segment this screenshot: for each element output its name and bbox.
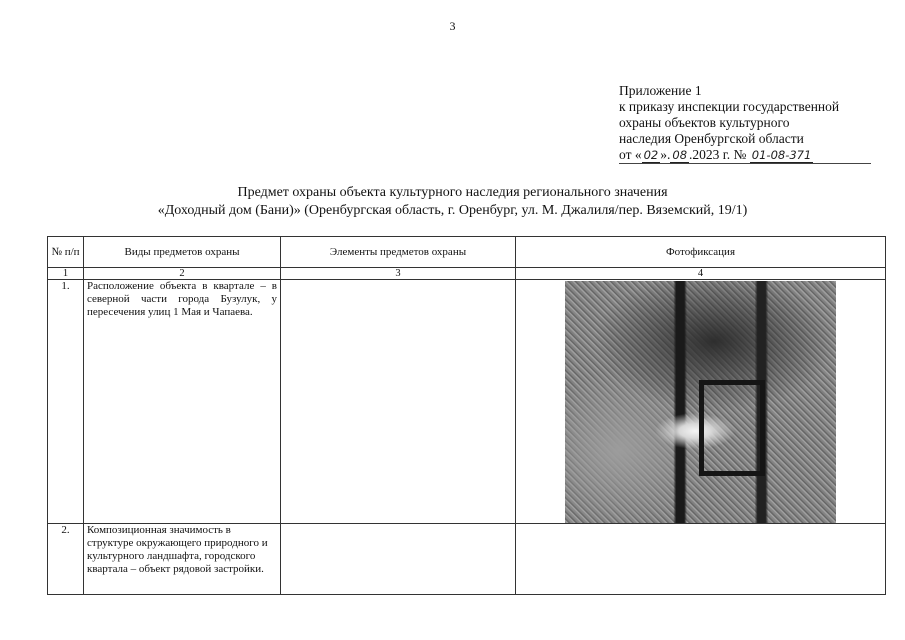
- appendix-block: [619, 83, 889, 164]
- column-number: 1: [48, 268, 84, 280]
- date-mid: ».: [660, 147, 671, 162]
- table-row: [48, 524, 886, 595]
- date-prefix: от «: [619, 147, 642, 162]
- column-number: 3: [281, 268, 516, 280]
- header-index: № п/п: [48, 237, 84, 268]
- row-photo-cell: [516, 524, 886, 595]
- table-row: [48, 280, 886, 524]
- row-index: 1.: [48, 280, 84, 524]
- appendix-line-2: охраны объектов культурного: [619, 115, 790, 130]
- table-header-row: [48, 237, 886, 268]
- protection-table: [47, 236, 886, 595]
- column-number-row: [48, 268, 886, 280]
- date-month: 08: [672, 148, 688, 162]
- row-elements: [281, 524, 516, 595]
- header-kind: Виды предметов охраны: [84, 237, 281, 268]
- column-number: 2: [84, 268, 281, 280]
- title-line-1: Предмет охраны объекта культурного наследия регионального значения: [237, 185, 668, 200]
- row-index: 2.: [48, 524, 84, 595]
- building-photo: [565, 281, 836, 523]
- row-elements: [281, 280, 516, 524]
- column-number: 4: [516, 268, 886, 280]
- row-kind: Расположение объекта в квартале – в северной части города Бузулук, у пересечения улиц 1 Мая и Чапаева.: [84, 280, 281, 524]
- appendix-line-3: наследия Оренбургской области: [619, 131, 804, 146]
- appendix-line-1: к приказу инспекции государственной: [619, 99, 840, 114]
- date-day: 02: [643, 148, 659, 162]
- header-photo: Фотофиксация: [516, 237, 886, 268]
- page-number: 3: [449, 19, 456, 33]
- date-year: .2023 г. №: [689, 147, 747, 162]
- header-elements: Элементы предметов охраны: [281, 237, 516, 268]
- document-title: [0, 184, 905, 220]
- photo-window-frame: [699, 380, 765, 476]
- appendix-title: Приложение 1: [619, 83, 702, 98]
- row-photo-cell: [516, 280, 886, 524]
- order-number: 01-08-371: [751, 148, 812, 162]
- order-date-line: [619, 147, 871, 164]
- row-kind: Композиционная значимость в структуре окружающего природного и культурного ландшафта, городского квартала – объект рядовой застройки.: [84, 524, 281, 595]
- title-line-2: «Доходный дом (Бани)» (Оренбургская область, г. Оренбург, ул. М. Джалиля/пер. Вяземский, 19/1): [157, 203, 748, 218]
